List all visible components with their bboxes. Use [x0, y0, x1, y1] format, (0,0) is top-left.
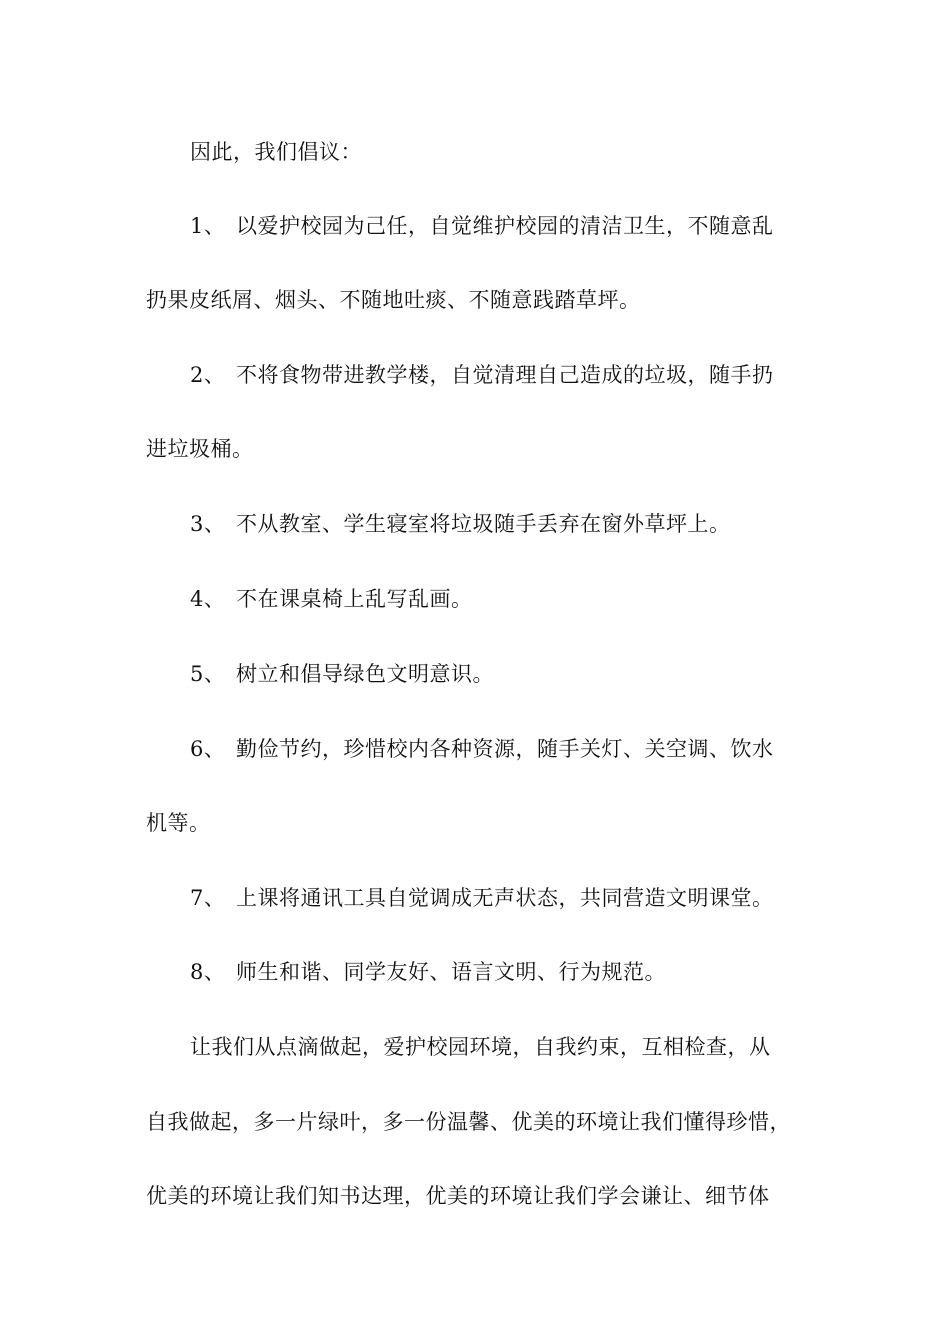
item-7-line-1 [190, 883, 870, 913]
item-2-number: 2、 [190, 363, 226, 387]
item-6-line-1 [190, 734, 870, 764]
item-1-line-1 [190, 211, 870, 241]
item-2-line-1 [190, 360, 870, 390]
intro-line: 因此，我们倡议： [190, 140, 362, 164]
item-6-line-2: 机等。 [146, 811, 211, 835]
item-1-text-1: 以爱护校园为己任，自觉维护校园的清洁卫生，不随意乱 [236, 214, 774, 238]
item-7-text-1: 上课将通讯工具自觉调成无声状态，共同营造文明课堂。 [236, 886, 774, 910]
item-8-number: 8、 [190, 960, 226, 984]
item-8-text-1: 师生和谐、同学友好、语言文明、行为规范。 [236, 960, 666, 984]
item-4-line-1 [190, 584, 870, 614]
item-5-line-1 [190, 659, 870, 689]
item-3-line-1 [190, 509, 870, 539]
item-3-number: 3、 [190, 512, 226, 536]
item-1-line-2: 扔果皮纸屑、烟头、不随地吐痰、不随意践踏草坪。 [146, 288, 641, 312]
item-5-text-1: 树立和倡导绿色文明意识。 [236, 662, 494, 686]
item-1-number: 1、 [190, 214, 226, 238]
item-6-text-1: 勤俭节约，珍惜校内各种资源，随手关灯、关空调、饮水 [236, 737, 774, 761]
closing-line-3: 优美的环境让我们知书达理，优美的环境让我们学会谦让、细节体 [146, 1184, 770, 1208]
closing-line-2: 自我做起，多一片绿叶，多一份温馨、优美的环境让我们懂得珍惜， [146, 1110, 791, 1134]
item-6-number: 6、 [190, 737, 226, 761]
item-2-line-2: 进垃圾桶。 [146, 437, 254, 461]
item-4-text-1: 不在课桌椅上乱写乱画。 [236, 587, 473, 611]
item-8-line-1 [190, 957, 870, 987]
item-4-number: 4、 [190, 587, 226, 611]
item-7-number: 7、 [190, 886, 226, 910]
item-2-text-1: 不将食物带进教学楼，自觉清理自己造成的垃圾，随手扔 [236, 363, 774, 387]
closing-line-1: 让我们从点滴做起，爱护校园环境，自我约束，互相检查，从 [190, 1035, 771, 1059]
item-5-number: 5、 [190, 662, 226, 686]
item-3-text-1: 不从教室、学生寝室将垃圾随手丢弃在窗外草坪上。 [236, 512, 731, 536]
